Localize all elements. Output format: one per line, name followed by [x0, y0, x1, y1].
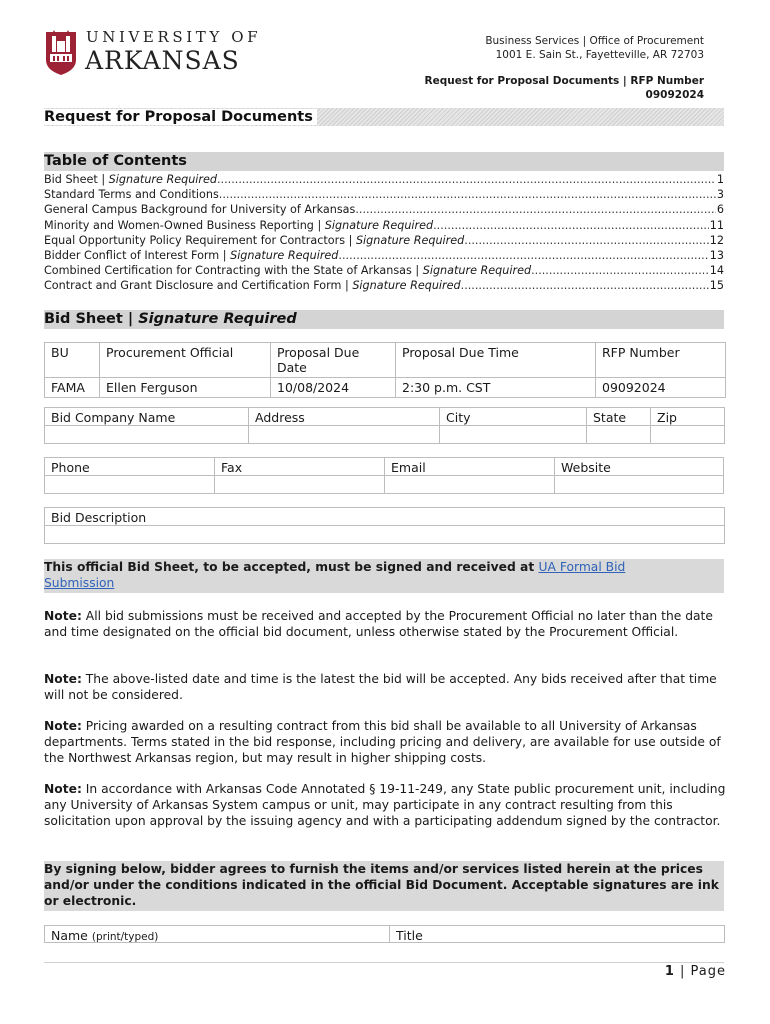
- fax-field[interactable]: [214, 475, 385, 494]
- bid-description-label: Bid Description: [44, 507, 725, 526]
- address-label: Address: [248, 407, 440, 426]
- toc-entry-title: [44, 248, 338, 263]
- value-proposal-due-time: 2:30 p.m. CST: [396, 378, 596, 398]
- note-text: In accordance with Arkansas Code Annotated § 19-11-249, any State public procurement unit, including any University of Arkansas System campus or unit, may participate in any contract resulting from this solicitation upon approval by the issuing agency and with a participating addendum signed by the contractor.: [44, 782, 726, 828]
- contact-inputs-row: [44, 476, 725, 494]
- bid-description-field[interactable]: [44, 525, 725, 544]
- signature-agreement-notice: By signing below, bidder agrees to furnish the items and/or services listed herein at the prices and/or under the conditions indicated in the official Bid Document. Acceptable signatures are ink or electronic.: [44, 861, 724, 911]
- signature-labels-row: [44, 926, 725, 943]
- company-labels-row: [44, 408, 725, 426]
- toc-page-number: 6: [716, 203, 724, 217]
- toc-page-number: 11: [709, 218, 724, 232]
- toc-entry[interactable]: [44, 263, 724, 278]
- description-label-row: [44, 508, 725, 526]
- toc-entry-italic: Signature Required: [422, 264, 532, 278]
- toc-entry[interactable]: [44, 248, 724, 263]
- toc-page-number: 13: [709, 249, 724, 263]
- value-rfp-number: 09092024: [596, 378, 726, 398]
- title-field[interactable]: [389, 925, 725, 943]
- toc-dot-leader: [461, 278, 709, 293]
- toc-entry-text: Bid Sheet |: [44, 173, 109, 186]
- table-row: [45, 378, 726, 398]
- toc-entry-title: [44, 172, 217, 187]
- toc-entry-italic: Signature Required: [108, 173, 217, 186]
- header-proposal-due-time: Proposal Due Time: [396, 343, 596, 378]
- city-field[interactable]: [439, 425, 587, 444]
- page-number-value: 1: [664, 964, 675, 979]
- toc-entry[interactable]: [44, 172, 724, 187]
- note-1: [44, 608, 728, 640]
- toc-entry-text: Minority and Women-Owned Business Reporting |: [44, 218, 325, 232]
- name-field[interactable]: [44, 925, 390, 943]
- old-main-building-icon: [44, 26, 78, 76]
- bid-company-name-label: Bid Company Name: [44, 407, 249, 426]
- company-fields: [44, 408, 725, 444]
- toc-heading: Table of Contents: [44, 153, 187, 169]
- note-label: Note:: [44, 609, 82, 623]
- submission-notice-text: This official Bid Sheet, to be accepted, must be signed and received at: [44, 560, 539, 574]
- bid-info-table: [44, 342, 726, 398]
- contact-labels-row: [44, 458, 725, 476]
- toc-entry-italic: Signature Required: [324, 218, 434, 232]
- toc-entry-title: [44, 187, 219, 202]
- state-field[interactable]: [586, 425, 651, 444]
- toc-entry-title: [44, 218, 433, 233]
- rfp-header: [344, 74, 704, 102]
- toc-entry-text: Standard Terms and Conditions: [44, 188, 219, 202]
- toc-dot-leader: [338, 248, 708, 263]
- toc-dot-leader: [355, 202, 716, 217]
- note-label: Note:: [44, 719, 82, 733]
- toc-entry-title: [44, 278, 461, 293]
- city-label: City: [439, 407, 587, 426]
- toc-entry-text: Bidder Conflict of Interest Form |: [44, 249, 231, 263]
- toc-page-number: 3: [716, 188, 724, 202]
- toc-entry-title: [44, 202, 355, 217]
- page-label: | Page: [674, 964, 726, 979]
- website-field[interactable]: [554, 475, 724, 494]
- note-2: [44, 671, 728, 703]
- address-line-1: Business Services | Office of Procurement: [485, 35, 704, 47]
- note-text: The above-listed date and time is the latest the bid will be accepted. Any bids received after that time will not be considered.: [44, 672, 717, 702]
- toc-entry[interactable]: [44, 187, 724, 202]
- name-hint: (print/typed): [91, 931, 159, 943]
- toc-page-number: 1: [716, 173, 724, 186]
- contact-fields: [44, 458, 725, 494]
- document-title-bar: [44, 108, 724, 126]
- phone-label: Phone: [44, 457, 215, 476]
- value-bu: FAMA: [45, 378, 100, 398]
- note-text: Pricing awarded on a resulting contract from this bid shall be available to all University of Arkansas departments. Terms stated in the bid response, including pricing and delivery, are available for use outside of the Northwest Arkansas region, but may result in higher shipping costs.: [44, 719, 721, 765]
- address-field[interactable]: [248, 425, 440, 444]
- toc-entry-text: Equal Opportunity Policy Requirement for Contractors |: [44, 233, 356, 247]
- zip-field[interactable]: [650, 425, 725, 444]
- toc-dot-leader: [217, 172, 716, 187]
- table-of-contents: [44, 172, 724, 294]
- toc-page-number: 15: [709, 279, 724, 293]
- bid-company-name-field[interactable]: [44, 425, 249, 444]
- toc-entry-italic: Signature Required: [230, 249, 339, 263]
- company-inputs-row: [44, 426, 725, 444]
- name-label: Name: [51, 928, 88, 943]
- toc-dot-leader: [433, 218, 709, 233]
- ua-formal-bid-submission-link[interactable]: UA Formal Bid Submission: [44, 560, 626, 590]
- value-proposal-due-date: 10/08/2024: [271, 378, 396, 398]
- toc-entry-title: [44, 233, 464, 248]
- toc-dot-leader: [464, 233, 708, 248]
- toc-dot-leader: [219, 187, 716, 202]
- note-4: [44, 781, 728, 829]
- email-field[interactable]: [384, 475, 555, 494]
- toc-entry-title: [44, 263, 531, 278]
- header-bu: BU: [45, 343, 100, 378]
- toc-entry-italic: Signature Required: [355, 233, 465, 247]
- note-label: Note:: [44, 782, 82, 796]
- toc-page-number: 12: [709, 233, 724, 247]
- note-text: All bid submissions must be received and accepted by the Procurement Official no later than the date and time designated on the official bid document, unless otherwise stated by the Procurement Official.: [44, 609, 713, 639]
- title-label: Title: [396, 928, 423, 943]
- toc-entry[interactable]: [44, 278, 724, 293]
- rfp-header-line-1: Request for Proposal Documents | RFP Number: [424, 75, 704, 87]
- note-label: Note:: [44, 672, 82, 686]
- header-proposal-due-date: Proposal Due Date: [271, 343, 396, 378]
- submission-notice: [44, 559, 724, 593]
- toc-entry-italic: Signature Required: [352, 279, 461, 293]
- description-input-row: [44, 526, 725, 544]
- toc-entry-text: Contract and Grant Disclosure and Certification Form |: [44, 279, 353, 293]
- toc-heading-bar: [44, 152, 724, 171]
- value-procurement-official: Ellen Ferguson: [100, 378, 271, 398]
- website-label: Website: [554, 457, 724, 476]
- note-3: [44, 718, 728, 766]
- header-procurement-official: Procurement Official: [100, 343, 271, 378]
- toc-entry[interactable]: [44, 202, 724, 217]
- university-logo: [44, 24, 262, 80]
- email-label: Email: [384, 457, 555, 476]
- rfp-header-number: 09092024: [645, 89, 704, 101]
- toc-entry-text: General Campus Background for University of Arkansas: [44, 203, 356, 217]
- phone-field[interactable]: [44, 475, 215, 494]
- logo-text-arkansas: ARKANSAS: [85, 46, 240, 75]
- signature-fields: [44, 926, 725, 943]
- zip-label: Zip: [650, 407, 725, 426]
- toc-entry[interactable]: [44, 233, 724, 248]
- address-line-2: 1001 E. Sain St., Fayetteville, AR 72703: [495, 49, 704, 61]
- header-rfp-number: RFP Number: [596, 343, 726, 378]
- page-number: [665, 964, 726, 979]
- logo-text-university: UNIVERSITY OF: [86, 28, 262, 46]
- table-row: [45, 343, 726, 378]
- document-title: Request for Proposal Documents: [44, 109, 317, 125]
- bid-sheet-heading-plain: Bid Sheet |: [44, 311, 139, 327]
- footer-divider: [44, 962, 724, 963]
- toc-entry-text: Combined Certification for Contracting with the State of Arkansas |: [44, 264, 423, 278]
- toc-entry[interactable]: [44, 218, 724, 233]
- toc-page-number: 14: [709, 264, 724, 278]
- state-label: State: [586, 407, 651, 426]
- toc-dot-leader: [531, 263, 709, 278]
- office-address: [485, 34, 704, 62]
- bid-sheet-heading-italic: Signature Required: [138, 311, 297, 327]
- fax-label: Fax: [214, 457, 385, 476]
- bid-sheet-heading-bar: [44, 310, 724, 329]
- description-fields: [44, 508, 725, 544]
